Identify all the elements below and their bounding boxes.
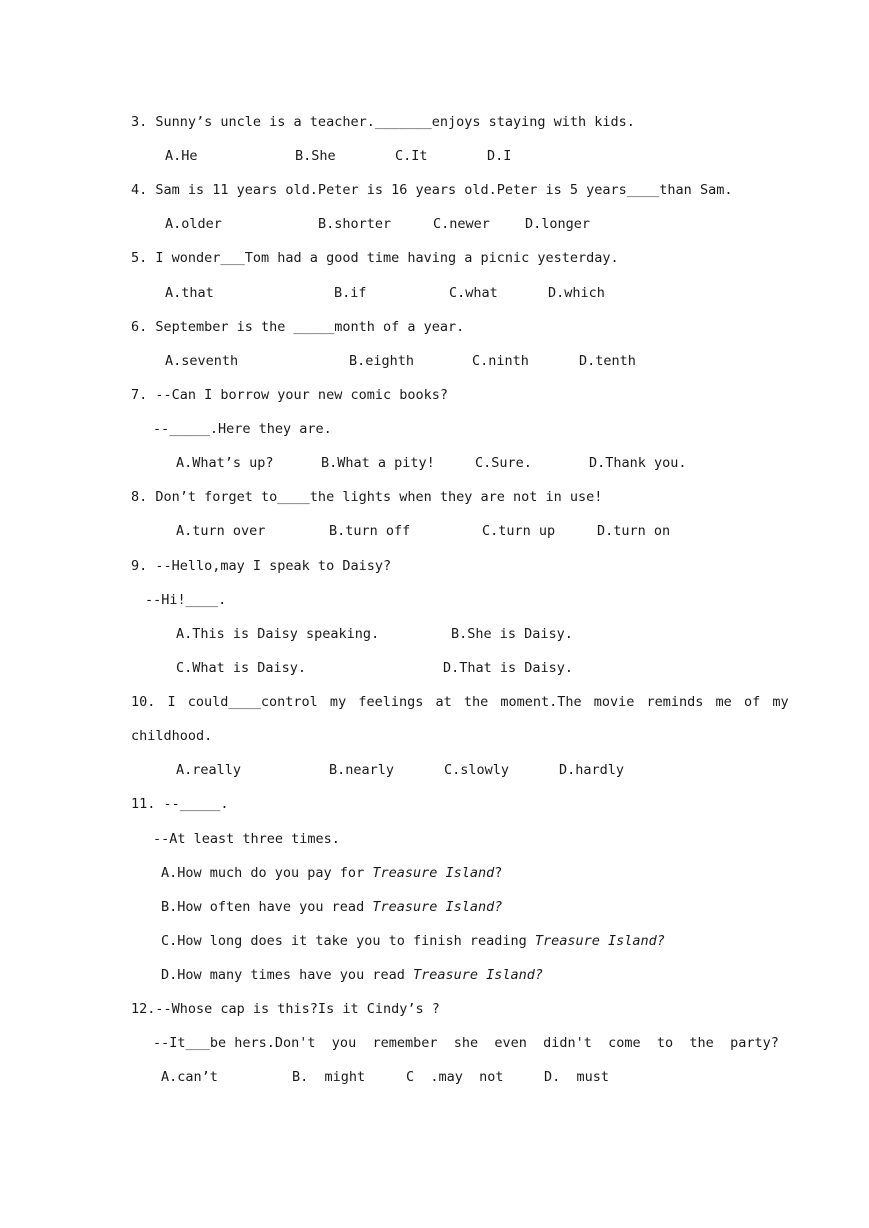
- question-5-option-a: A.that: [165, 285, 214, 301]
- question-5-stem: 5. I wonder___Tom had a good time having a picnic yesterday.: [131, 250, 619, 266]
- question-9-stem: 9. --Hello,may I speak to Daisy?: [131, 558, 392, 574]
- question-3-option-b: B.She: [295, 148, 336, 164]
- question-9-option-b: B.She is Daisy.: [451, 626, 573, 642]
- question-3-option-c: C.It: [395, 148, 428, 164]
- question-11-stem: 11. --_____.: [131, 796, 229, 812]
- question-8-stem: 8. Don’t forget to____the lights when they are not in use!: [131, 489, 603, 505]
- question-7-stem: 7. --Can I borrow your new comic books?: [131, 387, 448, 403]
- question-4-stem: 4. Sam is 11 years old.Peter is 16 years old.Peter is 5 years____than Sam.: [131, 182, 733, 198]
- question-10-option-a: A.really: [176, 762, 242, 778]
- question-3-stem: 3. Sunny’s uncle is a teacher._______enjoys staying with kids.: [131, 114, 635, 130]
- question-7-option-a: A.What’s up?: [176, 455, 274, 471]
- question-7-option-c: C.Sure.: [475, 455, 532, 471]
- question-8-option-d: D.turn on: [597, 523, 671, 539]
- question-12-option-c: C .may not: [406, 1069, 504, 1085]
- question-5-option-c: C.what: [449, 285, 498, 301]
- question-12-option-b: B. might: [292, 1069, 366, 1085]
- question-4-option-b: B.shorter: [318, 216, 392, 232]
- question-12-option-d: D. must: [544, 1069, 610, 1085]
- book-title: Treasure Island?: [372, 899, 503, 915]
- question-3-option-d: D.I: [487, 148, 512, 164]
- question-6-stem: 6. September is the _____month of a year.: [131, 319, 465, 335]
- question-3-option-a: A.He: [165, 148, 198, 164]
- question-12-stem: 12.--Whose cap is this?Is it Cindy’s ?: [131, 1001, 440, 1017]
- question-6-option-b: B.eighth: [349, 353, 415, 369]
- question-10-option-b: B.nearly: [329, 762, 395, 778]
- question-6-option-a: A.seventh: [165, 353, 239, 369]
- question-10-option-c: C.slowly: [444, 762, 510, 778]
- question-12-option-a: A.can’t: [161, 1069, 218, 1085]
- question-9-option-d: D.That is Daisy.: [443, 660, 574, 676]
- question-12-response: --It___be hers.Don't you remember she even didn't come to the party?: [153, 1035, 779, 1051]
- question-11-option-b: B.How often have you read Treasure Island?: [161, 899, 503, 915]
- question-5-option-d: D.which: [548, 285, 605, 301]
- question-9-option-a: A.This is Daisy speaking.: [176, 626, 380, 642]
- question-5-option-b: B.if: [334, 285, 367, 301]
- question-6-option-c: C.ninth: [472, 353, 529, 369]
- question-8-option-a: A.turn over: [176, 523, 266, 539]
- question-10-option-d: D.hardly: [559, 762, 625, 778]
- question-9-response: --Hi!____.: [145, 592, 227, 608]
- question-7-option-b: B.What a pity!: [321, 455, 435, 471]
- book-title: Treasure Island?: [534, 933, 665, 949]
- question-11-option-a: A.How much do you pay for Treasure Island?: [161, 865, 503, 881]
- question-7-response: --_____.Here they are.: [153, 421, 332, 437]
- question-4-option-c: C.newer: [433, 216, 490, 232]
- question-4-option-d: D.longer: [525, 216, 591, 232]
- question-8-option-b: B.turn off: [329, 523, 411, 539]
- book-title: Treasure Island: [372, 865, 495, 881]
- question-9-option-c: C.What is Daisy.: [176, 660, 307, 676]
- question-6-option-d: D.tenth: [579, 353, 636, 369]
- question-7-option-d: D.Thank you.: [589, 455, 687, 471]
- question-10-stem-continued: childhood.: [131, 728, 213, 744]
- question-8-option-c: C.turn up: [482, 523, 556, 539]
- question-10-stem: 10. I could____control my feelings at the moment.The movie reminds me of my: [131, 694, 789, 710]
- book-title: Treasure Island?: [412, 967, 544, 983]
- question-4-option-a: A.older: [165, 216, 222, 232]
- question-11-option-d: D.How many times have you read Treasure Island?: [161, 967, 544, 983]
- question-11-option-c: C.How long does it take you to finish reading Treasure Island?: [161, 933, 665, 949]
- question-11-response: --At least three times.: [153, 831, 340, 847]
